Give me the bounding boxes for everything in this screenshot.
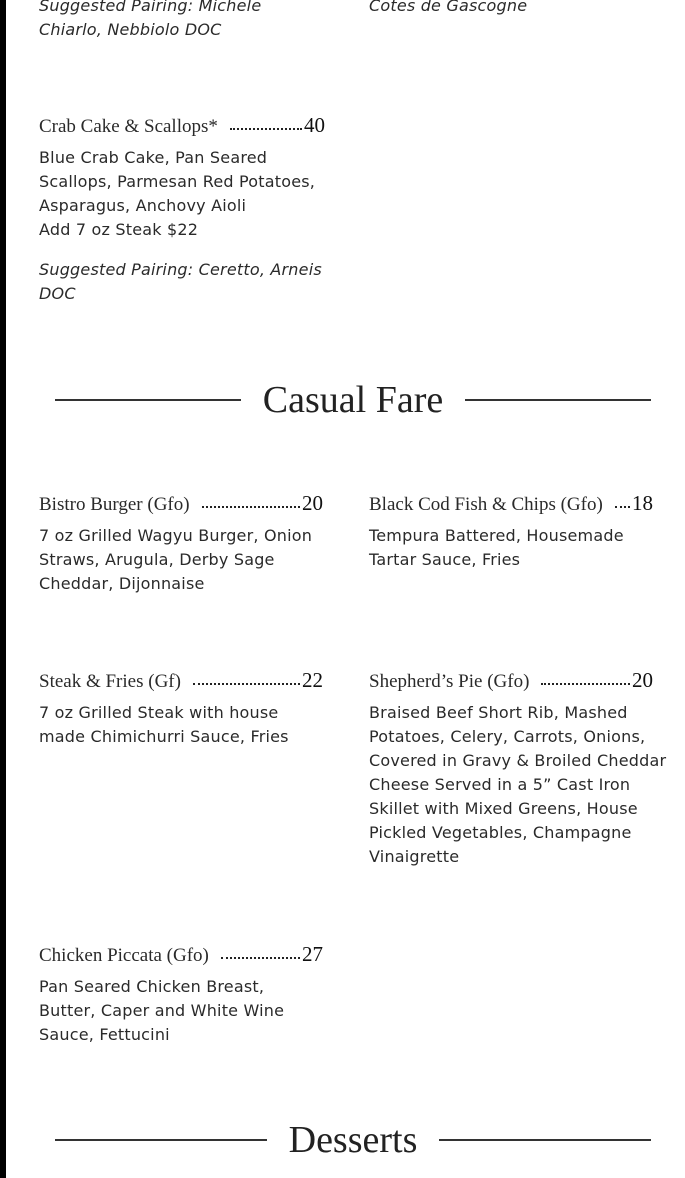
suggested-pairing: Suggested Pairing: Michele Chiarlo, Nebbiolo DOC bbox=[39, 0, 262, 39]
menu-item-price: 22 bbox=[302, 668, 323, 692]
menu-item-header bbox=[39, 110, 325, 138]
menu-item-price: 18 bbox=[632, 491, 653, 515]
menu-item-description: Blue Crab Cake, Pan Seared Scallops, Parmesan Red Potatoes, Asparagus, Anchovy Aioli bbox=[39, 148, 316, 215]
suggested-pairing: Suggested Pairing: Ceretto, Arneis DOC bbox=[39, 260, 322, 303]
menu-item-description: Pan Seared Chicken Breast, Butter, Caper and White Wine Sauce, Fettucini bbox=[39, 977, 285, 1044]
menu-item-name: Shepherd’s Pie (Gfo) bbox=[369, 671, 530, 692]
menu-item-name: Steak & Fries (Gf) bbox=[39, 671, 181, 692]
menu-item bbox=[39, 665, 323, 749]
menu-item bbox=[369, 488, 653, 572]
section-heading-desserts bbox=[55, 1118, 651, 1162]
menu-item-description: 7 oz Grilled Wagyu Burger, Onion Straws, Arugula, Derby Sage Cheddar, Dijonnaise bbox=[39, 526, 313, 593]
menu-item-price: 20 bbox=[632, 668, 653, 692]
menu-item bbox=[369, 665, 667, 869]
menu-item-price: 20 bbox=[302, 491, 323, 515]
dot-leader bbox=[541, 683, 630, 685]
menu-item-header bbox=[39, 488, 323, 516]
dot-leader bbox=[202, 506, 300, 508]
menu-item-description: 7 oz Grilled Steak with house made Chimichurri Sauce, Fries bbox=[39, 703, 289, 746]
menu-item bbox=[39, 488, 323, 596]
menu-item-header bbox=[39, 665, 323, 693]
suggested-pairing: Cotes de Gascogne bbox=[369, 0, 528, 15]
dot-leader bbox=[615, 506, 630, 508]
menu-item-header bbox=[369, 488, 653, 516]
dot-leader bbox=[193, 683, 300, 685]
left-edge-bar bbox=[0, 0, 6, 1178]
menu-item-header bbox=[39, 939, 323, 967]
menu-item-description: Braised Beef Short Rib, Mashed Potatoes, Celery, Carrots, Onions, Covered in Gravy & Broiled Cheddar Cheese Served in a 5” Cast Iron Skillet with Mixed Greens, House Pickled Vegetables, Champagne Vinaigrette bbox=[369, 703, 667, 866]
section-heading-casual-fare bbox=[55, 378, 651, 422]
menu-item-name: Chicken Piccata (Gfo) bbox=[39, 945, 209, 966]
menu-item bbox=[39, 110, 325, 306]
menu-item-description: Tempura Battered, Housemade Tartar Sauce, Fries bbox=[369, 526, 624, 569]
menu-item-addon: Add 7 oz Steak $22 bbox=[39, 220, 199, 239]
menu-item-name: Crab Cake & Scallops* bbox=[39, 116, 218, 137]
menu-item-price: 40 bbox=[304, 113, 325, 137]
menu-item-header bbox=[369, 665, 653, 693]
dot-leader bbox=[221, 957, 300, 959]
divider-line bbox=[465, 399, 651, 401]
menu-item-name: Bistro Burger (Gfo) bbox=[39, 494, 190, 515]
section-title: Casual Fare bbox=[262, 379, 444, 421]
section-title: Desserts bbox=[288, 1119, 418, 1161]
menu-item-price: 27 bbox=[302, 942, 323, 966]
divider-line bbox=[55, 1139, 267, 1141]
divider-line bbox=[439, 1139, 651, 1141]
menu-item-name: Black Cod Fish & Chips (Gfo) bbox=[369, 494, 603, 515]
divider-line bbox=[55, 399, 241, 401]
menu-item bbox=[39, 939, 323, 1047]
dot-leader bbox=[230, 128, 302, 130]
